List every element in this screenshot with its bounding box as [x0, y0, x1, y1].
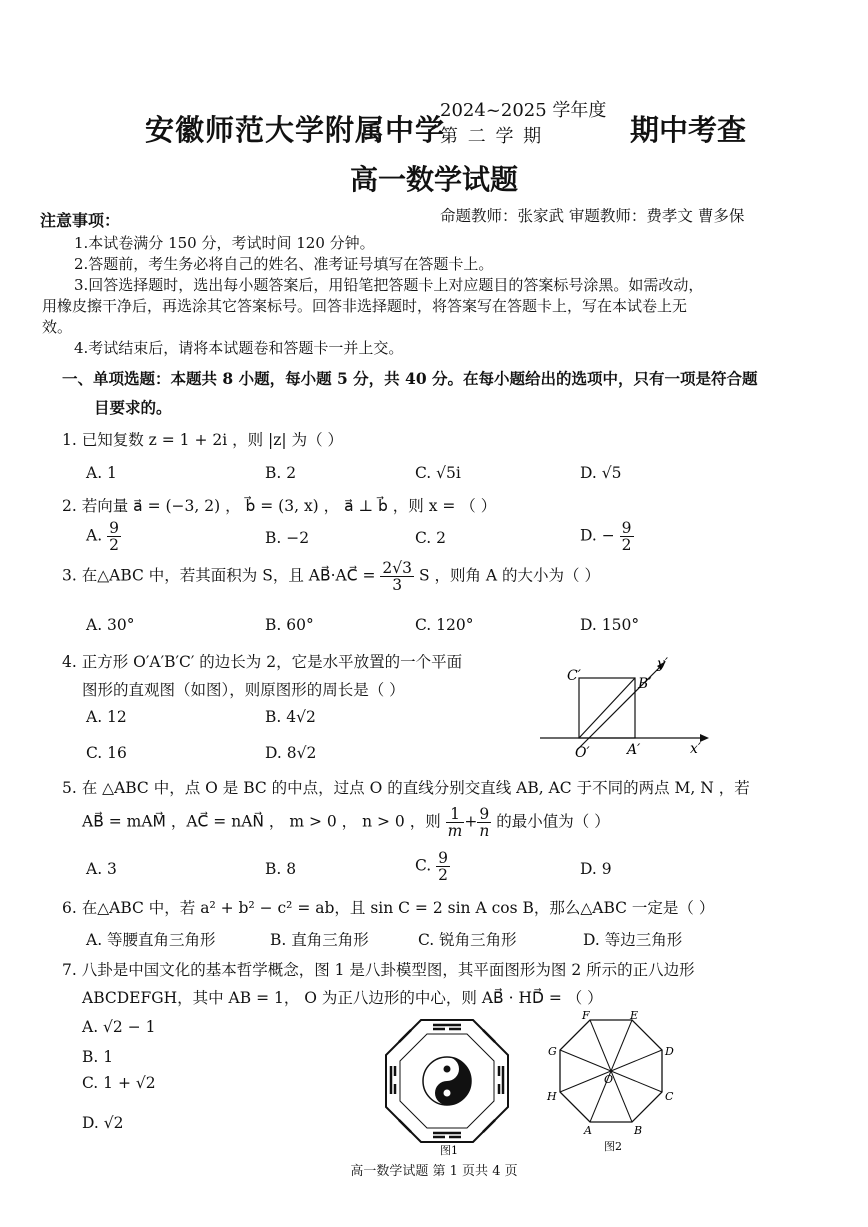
fig1-caption: 图1	[440, 1144, 458, 1157]
q4-oblique-figure	[535, 650, 715, 765]
question-1-stem: 1. 已知复数 z = 1 + 2i ，则 |z| 为（ ）	[62, 431, 343, 449]
q2-d-label: D. −	[580, 526, 615, 545]
q1-option-b: B. 2	[265, 464, 297, 482]
question-5-line1: 5. 在 △ABC 中，点 O 是 BC 的中点，过点 O 的直线分别交直线 AB, AC 于不同的两点 M, N ，若	[62, 779, 750, 797]
q5-frac1	[446, 806, 465, 839]
q4-option-a: A. 12	[86, 708, 127, 726]
q5-frac2	[477, 806, 491, 839]
notice-item-3-end: 效。	[42, 318, 73, 336]
vertex-b: B	[634, 1124, 643, 1137]
q1-option-a: A. 1	[86, 464, 117, 482]
q5-f2-num: 9	[477, 806, 491, 823]
notice-item-1: 1.本试卷满分 150 分，考试时间 120 分钟。	[74, 234, 375, 252]
q3-num: 2√3	[382, 559, 412, 577]
q5-f1-num: 1	[446, 806, 465, 823]
q3-den: 3	[392, 576, 403, 594]
question-7-line2: ABCDEFGH，其中 AB = 1， O 为正八边形的中心，则 AB⃗ · HD⃗ = （ ）	[82, 989, 603, 1007]
octagon-figure	[540, 1010, 680, 1155]
q5-option-a: A. 3	[86, 860, 117, 878]
q2-a-label: A.	[86, 526, 103, 545]
subject-title: 高一数学试题	[349, 163, 518, 196]
fig-label-c: C′	[567, 668, 581, 684]
bagua-figure	[385, 1018, 510, 1158]
q2-a-num: 9	[109, 519, 119, 537]
q1-option-d: D. √5	[580, 464, 622, 482]
q5-f1-den: m	[447, 822, 463, 840]
q7-option-a: A. √2 − 1	[82, 1018, 156, 1036]
q5-line2-post: 的最小值为（ ）	[496, 812, 610, 831]
fig-label-b: B′	[638, 676, 652, 692]
q3-option-a: A. 30°	[86, 616, 135, 634]
school-name: 安徽师范大学附属中学	[145, 113, 446, 147]
q5-option-d: D. 9	[580, 860, 612, 878]
page-footer: 高一数学试题 第 1 页共 4 页	[350, 1164, 518, 1179]
center-o: O	[604, 1073, 614, 1086]
section-heading-cont: 目要求的。	[94, 398, 172, 417]
question-4-line1: 4. 正方形 O′A′B′C′ 的边长为 2，它是水平放置的一个平面	[62, 653, 463, 671]
q6-option-d: D. 等边三角形	[583, 931, 683, 949]
fig-label-a: A′	[627, 742, 641, 758]
notice-item-3: 3.回答选择题时，选出每小题答案后，用铅笔把答题卡上对应题目的答案标号涂黑。如需改动，	[74, 276, 704, 294]
academic-year-box	[440, 98, 606, 150]
q4-option-d: D. 8√2	[265, 744, 317, 762]
q3-fraction	[380, 560, 414, 593]
question-4-line2: 图形的直观图（如图），则原图形的周长是（ ）	[82, 681, 405, 699]
vertex-f: F	[582, 1010, 590, 1022]
vertex-a: A	[584, 1124, 592, 1137]
q7-option-d: D. √2	[82, 1114, 124, 1132]
question-3-stem	[62, 560, 600, 593]
vertex-d: D	[665, 1045, 674, 1058]
q5-plus: +	[464, 812, 478, 831]
q2-a-fraction	[107, 520, 121, 553]
q3-option-d: D. 150°	[580, 616, 640, 634]
q4-option-c: C. 16	[86, 744, 127, 762]
q5-f2-den: n	[479, 822, 490, 840]
q4-option-b: B. 4√2	[265, 708, 316, 726]
question-6-stem: 6. 在△ABC 中，若 a² + b² − c² = ab，且 sin C = 2 sin A cos B，那么△ABC 一定是（ ）	[62, 899, 715, 917]
q5-option-c	[415, 850, 450, 883]
notice-title: 注意事项：	[40, 211, 121, 230]
fig2-caption: 图2	[604, 1140, 622, 1153]
q3-stem-pre: 3. 在△ABC 中，若其面积为 S，且 AB⃗·AC⃗ =	[62, 566, 376, 585]
fig-label-y: y′	[657, 656, 669, 672]
question-7-line1: 7. 八卦是中国文化的基本哲学概念，图 1 是八卦模型图，其平面图形为图 2 所示的正八边形	[62, 961, 695, 979]
q6-option-b: B. 直角三角形	[270, 931, 369, 949]
q2-a-den: 2	[109, 536, 119, 554]
q3-stem-post: S ，则角 A 的大小为（ ）	[418, 566, 600, 585]
q5-c-den: 2	[438, 866, 449, 884]
q5-option-b: B. 8	[265, 860, 297, 878]
academic-year: 2024~2025 学年度	[440, 100, 607, 121]
q3-option-b: B. 60°	[265, 616, 314, 634]
q7-option-b: B. 1	[82, 1048, 114, 1066]
section-heading: 一、单项选题：本题共 8 小题，每小题 5 分，共 40 分。在每小题给出的选项中，只有一项是符合题	[62, 369, 758, 388]
q2-d-num: 9	[621, 519, 632, 537]
q1-option-c: C. √5i	[415, 464, 461, 482]
q5-line2-pre: AB⃗ = mAM⃗ ，AC⃗ = nAN⃗ ， m > 0 ， n > 0 ，则	[82, 812, 441, 831]
q3-option-c: C. 120°	[415, 616, 474, 634]
notice-item-4: 4.考试结束后，请将本试题卷和答题卡一并上交。	[74, 339, 404, 357]
vertex-g: G	[548, 1045, 557, 1058]
semester: 第 二 学 期	[440, 126, 544, 147]
vertex-e: E	[630, 1010, 639, 1022]
question-2-stem: 2. 若向量 a⃗ = (−3, 2) ， b⃗ = (3, x) ， a⃗ ⊥ b⃗ ，则 x = （ ）	[62, 497, 497, 515]
notice-item-2: 2.答题前，考生务必将自己的姓名、准考证号填写在答题卡上。	[74, 255, 494, 273]
q5-c-num: 9	[438, 849, 449, 867]
fig-label-o: O′	[575, 745, 590, 761]
q2-option-b: B. −2	[265, 529, 310, 547]
question-5-line2	[82, 806, 610, 839]
notice-item-3-cont: 用橡皮擦干净后，再选涂其它答案标号。回答非选择题时，将答案写在答题卡上，写在本试卷上无	[42, 297, 688, 315]
q5-c-label: C.	[415, 856, 432, 875]
q5-c-fraction	[436, 850, 450, 883]
vertex-h: H	[547, 1090, 557, 1103]
q7-option-c: C. 1 + √2	[82, 1074, 156, 1092]
fig-label-x: x′	[690, 741, 702, 757]
exam-name: 期中考查	[630, 113, 747, 147]
q2-d-fraction	[620, 520, 634, 553]
q2-option-a	[86, 520, 121, 553]
teachers-line: 命题教师：张家武 审题教师：费孝文 曹多保	[440, 207, 745, 225]
q6-option-a: A. 等腰直角三角形	[86, 931, 216, 949]
q6-option-c: C. 锐角三角形	[418, 931, 517, 949]
vertex-c: C	[665, 1090, 674, 1103]
q2-option-d	[580, 520, 634, 553]
q2-d-den: 2	[621, 536, 632, 554]
q2-option-c: C. 2	[415, 529, 447, 547]
